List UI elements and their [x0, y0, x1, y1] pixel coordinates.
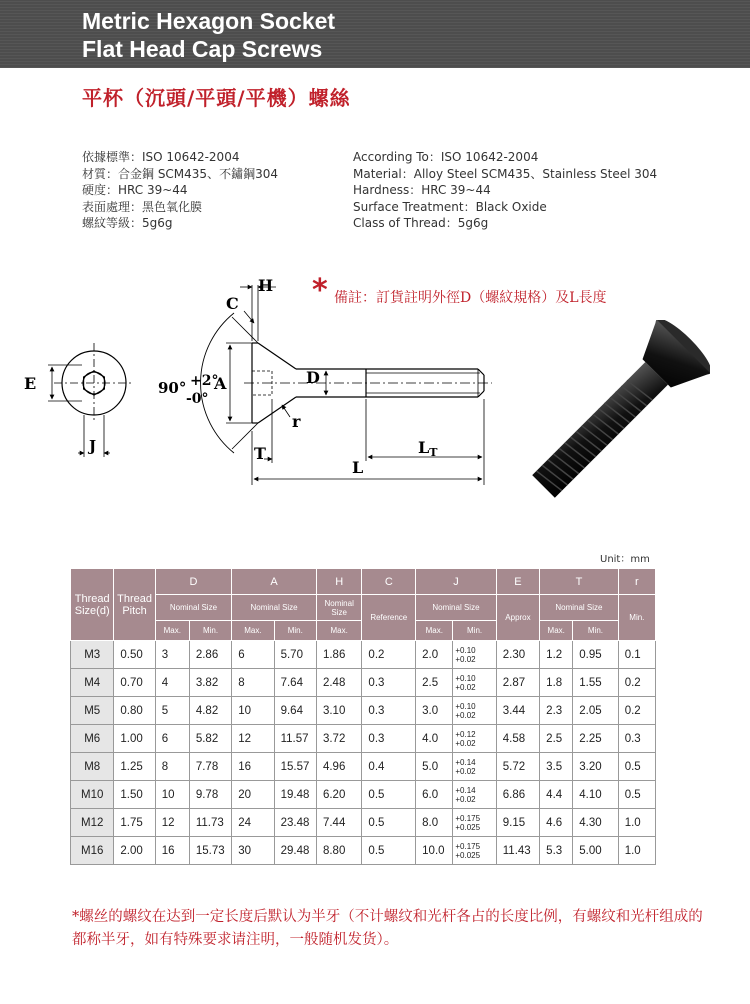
tol-upper: +0.10: [455, 645, 476, 655]
specs-english: [353, 149, 657, 232]
header-A-max: Max.: [232, 621, 274, 641]
cell-t-max: 2.3: [540, 697, 573, 725]
label-H: H: [258, 276, 274, 295]
cell-d-max: 16: [155, 837, 189, 865]
cell-t-min: 5.00: [573, 837, 618, 865]
cell-size: M4: [71, 669, 114, 697]
cell-a-max: 12: [232, 725, 274, 753]
cell-h: 2.48: [316, 669, 361, 697]
cell-e: 4.58: [496, 725, 539, 753]
tol-upper: +0.12: [455, 729, 476, 739]
header-J-nominal: Nominal Size: [416, 595, 497, 621]
cell-t-min: 2.05: [573, 697, 618, 725]
cell-d-max: 3: [155, 641, 189, 669]
cell-j-tolerance: [453, 809, 496, 837]
cell-j: 2.5: [416, 669, 453, 697]
header-J: J: [416, 569, 497, 595]
chinese-title: 平杯（沉頭/平頭/平機）螺絲: [82, 86, 351, 110]
cell-t-max: 3.5: [540, 753, 573, 781]
cell-size: M5: [71, 697, 114, 725]
cell-h: 3.10: [316, 697, 361, 725]
cell-d-min: 4.82: [189, 697, 231, 725]
cell-j-tolerance: [453, 725, 496, 753]
header-T-nominal: Nominal Size: [540, 595, 619, 621]
cell-j: 2.0: [416, 641, 453, 669]
cell-d-min: 2.86: [189, 641, 231, 669]
spec-standard-en: According To：ISO 10642-2004: [353, 150, 539, 164]
tol-lower: +0.025: [455, 822, 481, 832]
cell-pitch: 0.80: [114, 697, 155, 725]
label-angle: 90°: [158, 379, 187, 397]
cell-c: 0.3: [362, 697, 416, 725]
header-D: D: [155, 569, 231, 595]
table-row: [71, 641, 656, 669]
cell-d-min: 15.73: [189, 837, 231, 865]
cell-a-min: 15.57: [274, 753, 316, 781]
cell-h: 8.80: [316, 837, 361, 865]
cell-pitch: 1.50: [114, 781, 155, 809]
cell-r: 0.2: [618, 697, 655, 725]
unit-label: Unit：mm: [600, 554, 650, 565]
tol-lower: +0.02: [455, 766, 476, 776]
cell-e: 9.15: [496, 809, 539, 837]
spec-hardness-en: Hardness：HRC 39~44: [353, 183, 491, 197]
cell-t-max: 4.4: [540, 781, 573, 809]
header-D-max: Max.: [155, 621, 189, 641]
header-H-nominal: Nominal Size: [316, 595, 361, 621]
table-row: [71, 809, 656, 837]
cell-c: 0.5: [362, 781, 416, 809]
cell-pitch: 1.75: [114, 809, 155, 837]
cell-j: 10.0: [416, 837, 453, 865]
cell-a-min: 7.64: [274, 669, 316, 697]
cell-j: 4.0: [416, 725, 453, 753]
dimension-table: [70, 568, 656, 865]
cell-a-min: 5.70: [274, 641, 316, 669]
cell-d-max: 12: [155, 809, 189, 837]
cell-size: M8: [71, 753, 114, 781]
cell-j-tolerance: [453, 837, 496, 865]
cell-a-min: 29.48: [274, 837, 316, 865]
cell-h: 6.20: [316, 781, 361, 809]
cell-e: 5.72: [496, 753, 539, 781]
table-header-row-1: [71, 569, 656, 595]
cell-t-max: 1.8: [540, 669, 573, 697]
table-row: [71, 725, 656, 753]
cell-a-min: 23.48: [274, 809, 316, 837]
cell-a-max: 6: [232, 641, 274, 669]
cell-d-min: 11.73: [189, 809, 231, 837]
cell-a-max: 8: [232, 669, 274, 697]
cell-r: 1.0: [618, 837, 655, 865]
tol-upper: +0.10: [455, 701, 476, 711]
cell-t-min: 4.10: [573, 781, 618, 809]
cell-j: 5.0: [416, 753, 453, 781]
label-LT: LT: [418, 438, 438, 459]
note-star: *: [312, 273, 328, 308]
header-band: [0, 0, 750, 68]
cell-size: M12: [71, 809, 114, 837]
cell-t-min: 0.95: [573, 641, 618, 669]
header-thread-pitch: Thread Pitch: [114, 569, 155, 641]
specs-chinese: [82, 149, 278, 232]
header-T: T: [540, 569, 619, 595]
cell-a-min: 19.48: [274, 781, 316, 809]
cell-r: 1.0: [618, 809, 655, 837]
header-A: A: [232, 569, 317, 595]
table-row: [71, 669, 656, 697]
cell-e: 11.43: [496, 837, 539, 865]
header-E: E: [496, 569, 539, 595]
title-line-2: Flat Head Cap Screws: [82, 36, 323, 62]
cell-t-max: 5.3: [540, 837, 573, 865]
label-E: E: [24, 374, 37, 393]
header-H-max: Max.: [316, 621, 361, 641]
cell-j: 8.0: [416, 809, 453, 837]
cell-h: 7.44: [316, 809, 361, 837]
cell-c: 0.3: [362, 725, 416, 753]
cell-d-min: 3.82: [189, 669, 231, 697]
cell-a-max: 10: [232, 697, 274, 725]
cell-r: 0.3: [618, 725, 655, 753]
tol-upper: +0.10: [455, 673, 476, 683]
cell-j-tolerance: [453, 781, 496, 809]
spec-surface-cn: 表面處理：黑色氧化膜: [82, 199, 203, 214]
cell-c: 0.5: [362, 809, 416, 837]
table-header-row-2: [71, 595, 656, 621]
table-row: [71, 697, 656, 725]
cell-h: 4.96: [316, 753, 361, 781]
spec-hardness-cn: 硬度：HRC 39~44: [82, 183, 188, 197]
cell-a-min: 9.64: [274, 697, 316, 725]
tol-upper: +0.14: [455, 757, 476, 767]
cell-t-min: 1.55: [573, 669, 618, 697]
table-row: [71, 781, 656, 809]
cell-t-min: 4.30: [573, 809, 618, 837]
cell-c: 0.2: [362, 641, 416, 669]
header-T-max: Max.: [540, 621, 573, 641]
cell-e: 2.30: [496, 641, 539, 669]
cell-size: M10: [71, 781, 114, 809]
cell-j-tolerance: [453, 641, 496, 669]
cell-d-max: 8: [155, 753, 189, 781]
cell-pitch: 1.25: [114, 753, 155, 781]
title-line-1: Metric Hexagon Socket: [82, 8, 336, 34]
cell-t-min: 2.25: [573, 725, 618, 753]
cell-d-max: 6: [155, 725, 189, 753]
cell-j: 3.0: [416, 697, 453, 725]
cell-d-max: 10: [155, 781, 189, 809]
cell-e: 6.86: [496, 781, 539, 809]
cell-size: M16: [71, 837, 114, 865]
cell-r: 0.5: [618, 753, 655, 781]
cell-d-min: 9.78: [189, 781, 231, 809]
label-tol-minus: -0°: [186, 391, 209, 407]
screw-photo: [510, 320, 710, 520]
header-C-reference: Reference: [362, 595, 416, 641]
spec-surface-en: Surface Treatment：Black Oxide: [353, 199, 547, 214]
header-thread-size: Thread Size(d): [71, 569, 114, 641]
order-note: 備註：訂貨註明外徑D（螺紋規格）及L長度: [334, 290, 607, 306]
spec-standard-cn: 依據標準：ISO 10642-2004: [82, 150, 240, 164]
header-A-min: Min.: [274, 621, 316, 641]
spec-thread-class-cn: 螺紋等級：5g6g: [82, 216, 173, 230]
cell-d-min: 7.78: [189, 753, 231, 781]
header-r: r: [618, 569, 655, 595]
cell-d-max: 4: [155, 669, 189, 697]
cell-r: 0.2: [618, 669, 655, 697]
tol-lower: +0.02: [455, 654, 476, 664]
label-tol-plus: +2°: [190, 373, 219, 389]
tol-upper: +0.14: [455, 785, 476, 795]
cell-pitch: 0.50: [114, 641, 155, 669]
cell-r: 0.1: [618, 641, 655, 669]
tol-lower: +0.025: [455, 850, 481, 860]
tol-lower: +0.02: [455, 682, 476, 692]
label-J: J: [89, 437, 97, 455]
tol-lower: +0.02: [455, 738, 476, 748]
spec-material-cn: 材質：合金鋼 SCM435、不鏽鋼304: [82, 166, 278, 181]
cell-t-min: 3.20: [573, 753, 618, 781]
header-D-min: Min.: [189, 621, 231, 641]
cell-c: 0.5: [362, 837, 416, 865]
label-L: L: [352, 458, 364, 477]
header-A-nominal: Nominal Size: [232, 595, 317, 621]
cell-e: 2.87: [496, 669, 539, 697]
header-D-nominal: Nominal Size: [155, 595, 231, 621]
tol-lower: +0.02: [455, 794, 476, 804]
spec-thread-class-en: Class of Thread：5g6g: [353, 216, 489, 230]
header-J-max: Max.: [416, 621, 453, 641]
header-r-min: Min.: [618, 595, 655, 641]
cell-size: M3: [71, 641, 114, 669]
tol-upper: +0.175: [455, 813, 481, 823]
cell-c: 0.4: [362, 753, 416, 781]
header-E-approx: Approx: [496, 595, 539, 641]
cell-t-max: 2.5: [540, 725, 573, 753]
cell-a-max: 16: [232, 753, 274, 781]
cell-a-max: 20: [232, 781, 274, 809]
cell-e: 3.44: [496, 697, 539, 725]
header-H: H: [316, 569, 361, 595]
cell-c: 0.3: [362, 669, 416, 697]
label-T: T: [254, 444, 266, 463]
cell-j-tolerance: [453, 697, 496, 725]
cell-pitch: 0.70: [114, 669, 155, 697]
label-C: C: [226, 294, 239, 313]
cell-d-max: 5: [155, 697, 189, 725]
cell-r: 0.5: [618, 781, 655, 809]
cell-a-min: 11.57: [274, 725, 316, 753]
header-T-min: Min.: [573, 621, 618, 641]
table-row: [71, 753, 656, 781]
cell-pitch: 2.00: [114, 837, 155, 865]
spec-material-en: Material：Alloy Steel SCM435、Stainless Steel 304: [353, 166, 658, 181]
cell-size: M6: [71, 725, 114, 753]
tol-upper: +0.175: [455, 841, 481, 851]
cell-a-max: 24: [232, 809, 274, 837]
table-row: [71, 837, 656, 865]
label-A: A: [214, 374, 227, 393]
cell-h: 3.72: [316, 725, 361, 753]
header-J-min: Min.: [453, 621, 496, 641]
footer-note: *螺丝的螺纹在达到一定长度后默认为半牙（不计螺纹和光杆各占的长度比例，有螺纹和光杆组成的都称半牙，如有特殊要求请注明，一般随机发货）。: [72, 909, 703, 948]
header-C: C: [362, 569, 416, 595]
cell-j-tolerance: [453, 669, 496, 697]
cell-a-max: 30: [232, 837, 274, 865]
label-D: D: [306, 368, 320, 387]
cell-h: 1.86: [316, 641, 361, 669]
cell-pitch: 1.00: [114, 725, 155, 753]
cell-t-max: 1.2: [540, 641, 573, 669]
tol-lower: +0.02: [455, 710, 476, 720]
label-r: r: [292, 412, 301, 431]
cell-j: 6.0: [416, 781, 453, 809]
cell-t-max: 4.6: [540, 809, 573, 837]
cell-j-tolerance: [453, 753, 496, 781]
cell-d-min: 5.82: [189, 725, 231, 753]
